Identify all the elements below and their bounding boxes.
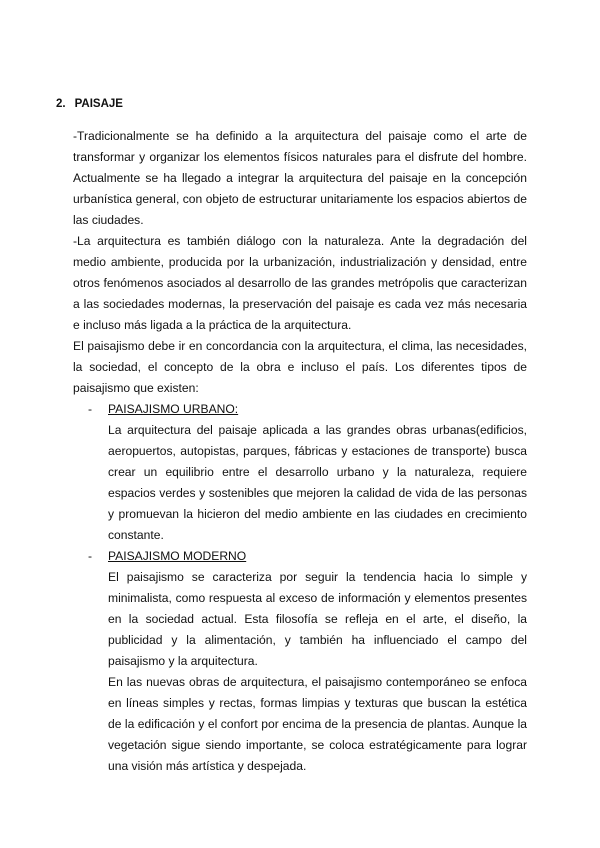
paragraph-types: El paisajismo debe ir en concordancia con la arquitectura, el clima, las necesidades, la sociedad, el concepto de la obra e incluso el país. Los diferentes tipos de paisajismo que existen: [73,339,527,395]
list-bullet: - [88,402,93,416]
list-item-title: PAISAJISMO URBANO: [108,402,239,416]
list-item-paragraph: La arquitectura del paisaje aplicada a las grandes obras urbanas(edificios, aeropuertos, autopistas, parques, fábricas y estaciones de transporte) busca crear un equilibrio entre el desarrollo urbano y la naturaleza, requiere espacios verdes y sostenibles que mejoren la calidad de vida de las personas y promuevan la hicieron del medio ambiente en las ciudades en crecimiento constante. [108,423,527,542]
list-item-urban [73,399,527,546]
section-body [73,126,527,777]
list-item-paragraph: En las nuevas obras de arquitectura, el paisajismo contemporáneo se enfoca en líneas simples y rectas, formas limpias y texturas que buscan la estética de la edificación y el confort por encima de la presencia de plantas. Aunque la vegetación sigue siendo importante, se coloca estratégicamente para lograr una visión más artística y despejada. [108,675,527,773]
section-heading [56,97,123,111]
list-item-modern [73,546,527,777]
list-bullet: - [88,549,93,563]
list-item-title: PAISAJISMO MODERNO [108,549,247,563]
section-title: PAISAJE [74,98,123,110]
section-number: 2. [56,98,66,110]
landscaping-types-list [73,399,527,777]
paragraph-intro: -Tradicionalmente se ha definido a la arquitectura del paisaje como el arte de transformar y organizar los elementos físicos naturales para el disfrute del hombre. Actualmente se ha llegado a integrar la arquitectura del paisaje en la concepción urbanística general, con objeto de estructurar unitariamente los espacios abiertos de las ciudades. [73,129,527,227]
paragraph-nature: -La arquitectura es también diálogo con la naturaleza. Ante la degradación del medio ambiente, producida por la urbanización, industrialización y densidad, entre otros fenómenos asociados al desarrollo de las grandes metrópolis que caracterizan a las sociedades modernas, la preservación del paisaje es cada vez más necesaria e incluso más ligada a la práctica de la arquitectura. [73,234,527,332]
list-item-paragraph: El paisajismo se caracteriza por seguir la tendencia hacia lo simple y minimalista, como respuesta al exceso de información y elementos presentes en la sociedad actual. Esta filosofía se refleja en el arte, el diseño, la publicidad y la alimentación, y también ha influenciado el campo del paisajismo y la arquitectura. [108,570,527,668]
